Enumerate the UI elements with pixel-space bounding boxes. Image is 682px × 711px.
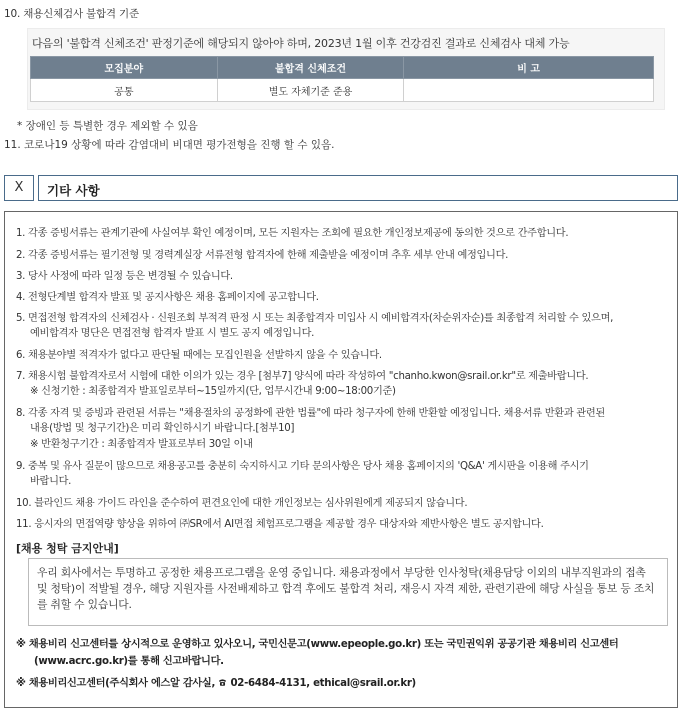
report-center: [16, 674, 416, 689]
note-8: 8. 각종 자격 및 증빙과 관련된 서류는 "채용절차의 공정화에 관한 법률"에 따라 청구자에 한해 반환할 예정입니다. 채용서류 반환과 관련된: [16, 408, 605, 419]
report-notice-continued: (www.acrc.go.kr)를 통해 신고바랍니다.: [34, 656, 224, 667]
note-10: 10. 블라인드 채용 가이드 라인을 준수하여 편견요인에 대한 개인정보는 심사위원에게 제공되지 않습니다.: [16, 498, 468, 509]
header-field: 모집분야: [31, 57, 218, 79]
note-4: 4. 전형단계별 합격자 발표 및 공지사항은 채용 홈페이지에 공고합니다.: [16, 292, 319, 303]
note-1: 1. 각종 증빙서류는 관계기관에 사실여부 확인 예정이며, 모든 지원자는 조회에 필요한 개인정보제공에 동의한 것으로 간주합니다.: [16, 228, 569, 239]
report-center-contact: 02-6484-4131, ethical@srail.or.kr): [230, 678, 416, 689]
cell-remarks: [404, 79, 654, 102]
note-7: 7. 채용시험 불합격자로서 시험에 대한 이의가 있는 경우 [첨부7] 양식에 따라 작성하여 "chanho.kwon@srail.or.kr"로 제출바랍니다.: [16, 371, 589, 382]
note-5-continued: 예비합격자 명단은 면접전형 합격자 발표 시 별도 공지 예정입니다.: [30, 328, 315, 339]
disqualification-description: 다음의 '불합격 신체조건' 판정기준에 해당되지 않아야 하며, 2023년 1월 이후 건강검진 결과로 신체검사 대체 가능: [32, 37, 570, 50]
note-6: 6. 채용분야별 적격자가 없다고 판단될 때에는 모집인원을 선발하지 않을 수 있습니다.: [16, 350, 382, 361]
cell-field: 공통: [31, 79, 218, 102]
item-11-text: 11. 코로나19 상황에 따라 감염대비 비대면 평가전형을 진행 할 수 있음.: [4, 139, 335, 151]
hiring-solicitation-title: [채용 청탁 금지안내]: [16, 542, 119, 555]
note-9-continued: 바랍니다.: [30, 476, 72, 487]
note-8-period: ※ 반환청구기간 : 최종합격자 발표로부터 30일 이내: [30, 439, 253, 450]
note-9: 9. 중복 및 유사 질문이 많으므로 채용공고를 충분히 숙지하시고 기타 문의사항은 당사 채용 홈페이지의 'Q&A' 게시판을 이용해 주시기: [16, 461, 589, 472]
header-remarks: 비 고: [404, 57, 654, 79]
section-title-box: [38, 175, 678, 201]
section-number: Ⅹ: [4, 175, 34, 201]
cell-condition: 별도 자체기준 준용: [217, 79, 404, 102]
header-condition: 불합격 신체조건: [217, 57, 404, 79]
section-header: [4, 175, 678, 201]
table-header-row: [31, 57, 654, 79]
report-notice: ※ 채용비리 신고센터를 상시적으로 운영하고 있사오니, 국민신문고(www.epeople.go.kr) 또는 국민권익위 공공기관 채용비리 신고센터: [16, 639, 619, 650]
note-5: 5. 면접전형 합격자의 신체검사 · 신원조회 부적격 판정 시 또는 최종합격자 미입사 시 예비합격자(차순위자순)를 최종합격 처리할 수 있으며,: [16, 313, 614, 324]
note-8-continued: 내용(방법 및 청구기간)은 미리 확인하시기 바랍니다.[첨부10]: [30, 423, 295, 434]
note-3: 3. 당사 사정에 따라 일정 등은 변경될 수 있습니다.: [16, 271, 233, 282]
note-11: 11. 응시자의 면접역량 향상을 위하여 ㈜SR에서 AI면접 체험프로그램을 제공할 경우 대상자와 제반사항은 별도 공지합니다.: [16, 519, 544, 530]
disabled-exception-note: * 장애인 등 특별한 경우 제외할 수 있음: [17, 120, 198, 132]
hiring-solicitation-box: 우리 회사에서는 투명하고 공정한 채용프로그램을 운영 중입니다. 채용과정에서 부당한 인사청탁(채용담당 이외의 내부직원과의 접촉 및 청탁)이 적발될 경우, 해당 지원자를 사전배제하고 합격 후에도 불합격 처리, 재응시 자격 제한, 관련기관에 해당 사실을 통보 등 조치를 취할 수 있습니다.: [28, 558, 668, 626]
disqualification-box: [27, 28, 665, 110]
disqualification-table: [30, 56, 654, 102]
note-2: 2. 각종 증빙서류는 필기전형 및 경력계실장 서류전형 합격자에 한해 제출받을 예정이며 추후 세부 안내 예정입니다.: [16, 250, 509, 261]
note-7-deadline: ※ 신청기한 : 최종합격자 발표일로부터~15일까지(단, 업무시간내 9:00~18:00기준): [30, 386, 396, 397]
report-center-label: ※ 채용비리신고센터(주식회사 에스알 감사실,: [16, 678, 216, 689]
section-title: 기타 사항: [47, 183, 100, 198]
item-10-heading: 10. 채용신체검사 불합격 기준: [4, 8, 139, 20]
phone-icon: [218, 678, 227, 687]
notes-box: [4, 211, 678, 708]
table-row: [31, 79, 654, 102]
